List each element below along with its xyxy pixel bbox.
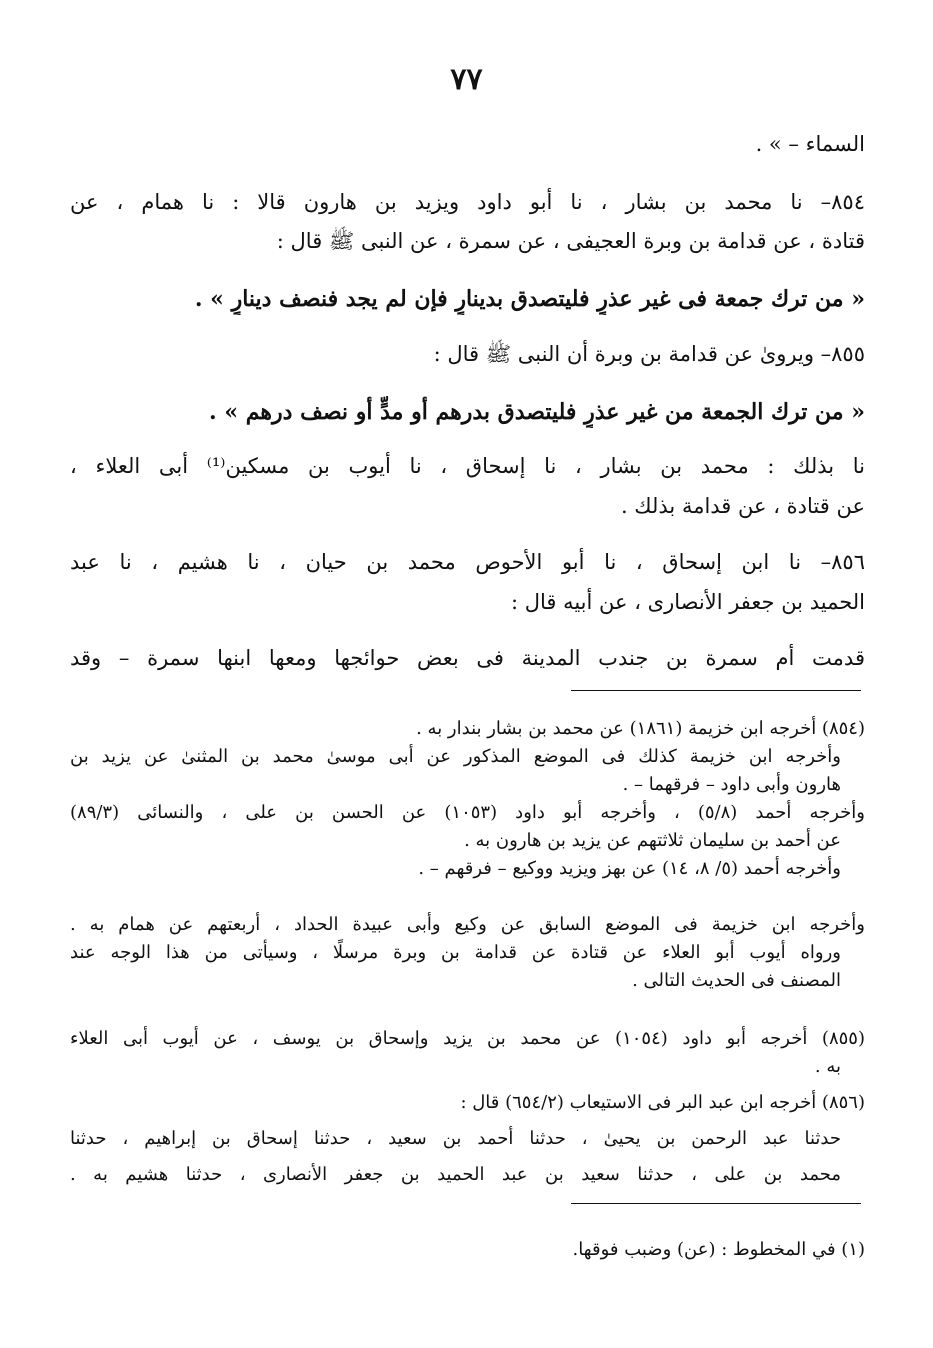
- bottom-separator: [571, 1203, 861, 1204]
- footnote-line: وأخرجه ابن خزيمة كذلك فى الموضع المذكور عن أبى موسىٰ محمد بن المثنىٰ عن يزيد بن: [70, 746, 841, 767]
- text-line: ٨٥٤– نا محمد بن بشار ، نا أبو داود ويزيد بن هارون قالا : نا همام ، عن: [70, 190, 865, 214]
- footnote-separator: [571, 690, 861, 691]
- hadith-text-line: « من ترك جمعة فى غير عذرٍ فليتصدق بدينارٍ فإن لم يجد فنصف دينارٍ » .: [194, 286, 865, 312]
- hadith-text-line: « من ترك الجمعة من غير عذرٍ فليتصدق بدرهم أو مدٍّ أو نصف درهم » .: [209, 399, 865, 425]
- footnote-line: به .: [814, 1056, 841, 1077]
- footnote-line: وأخرجه أحمد (٥/٨) ، وأخرجه أبو داود (١٠٥٣) عن الحسن بن على ، والنسائى (٨٩/٣): [70, 802, 865, 823]
- page-number: ٧٧: [450, 62, 483, 97]
- footnote-line: وأخرجه أحمد (٥/ ٨، ١٤) عن بهز ويزيد ووكيع – فرقهم – .: [418, 858, 841, 879]
- footnote-line: وأخرجه ابن خزيمة فى الموضع السابق عن وكيع وأبى عبيدة الحداد ، أربعتهم عن همام به .: [70, 914, 865, 935]
- footnote-line: (٨٥٤) أخرجه ابن خزيمة (١٨٦١) عن محمد بن بشار بندار به .: [416, 718, 865, 739]
- text-line: ٨٥٦– نا ابن إسحاق ، نا أبو الأحوص محمد بن حيان ، نا هشيم ، نا عبد: [70, 550, 865, 574]
- footnote-line: محمد بن على ، حدثنا سعيد بن عبد الحميد بن جعفر الأنصارى ، حدثنا هشيم به .: [70, 1164, 841, 1185]
- footnote-line: عن أحمد بن سليمان ثلاثتهم عن يزيد بن هارون به .: [464, 830, 841, 851]
- text-line: قتادة ، عن قدامة بن وبرة العجيفى ، عن سمرة ، عن النبى ﷺ قال :: [276, 229, 865, 253]
- text-line: قدمت أم سمرة بن جندب المدينة فى بعض حوائجها ومعها ابنها سمرة – وقد: [70, 646, 865, 670]
- text-line: السماء – » .: [755, 132, 865, 156]
- footnote-line: (٨٥٥) أخرجه أبو داود (١٠٥٤) عن محمد بن يزيد وإسحاق بن يوسف ، عن أيوب أبى العلاء: [70, 1028, 865, 1049]
- text-line: الحميد بن جعفر الأنصارى ، عن أبيه قال :: [510, 590, 865, 614]
- footnote-line: هارون وأبى داود – فرقهما – .: [622, 774, 841, 795]
- footnote-line: حدثنا عبد الرحمن بن يحيىٰ ، حدثنا أحمد بن سعيد ، حدثنا إسحاق بن إبراهيم ، حدثنا: [70, 1128, 841, 1149]
- text-line: ٨٥٥– ويروىٰ عن قدامة بن وبرة أن النبى ﷺ قال :: [433, 342, 865, 366]
- footnote-line: ورواه أيوب أبو العلاء عن قتادة عن قدامة بن وبرة مرسلًا ، وسيأتى من هذا الوجه عند: [70, 942, 841, 963]
- text-line: عن قتادة ، عن قدامة بذلك .: [620, 494, 865, 518]
- footnote-line: المصنف فى الحديث التالى .: [632, 970, 841, 991]
- manuscript-note: (١) في المخطوط : (عن) وضبب فوقها.: [572, 1239, 865, 1260]
- footnote-line: (٨٥٦) أخرجه ابن عبد البر فى الاستيعاب (٦٥٤/٢) قال :: [460, 1092, 865, 1113]
- text-line: نا بذلك : محمد بن بشار ، نا إسحاق ، نا أيوب بن مسكين⁽¹⁾ أبى العلاء ،: [70, 454, 865, 478]
